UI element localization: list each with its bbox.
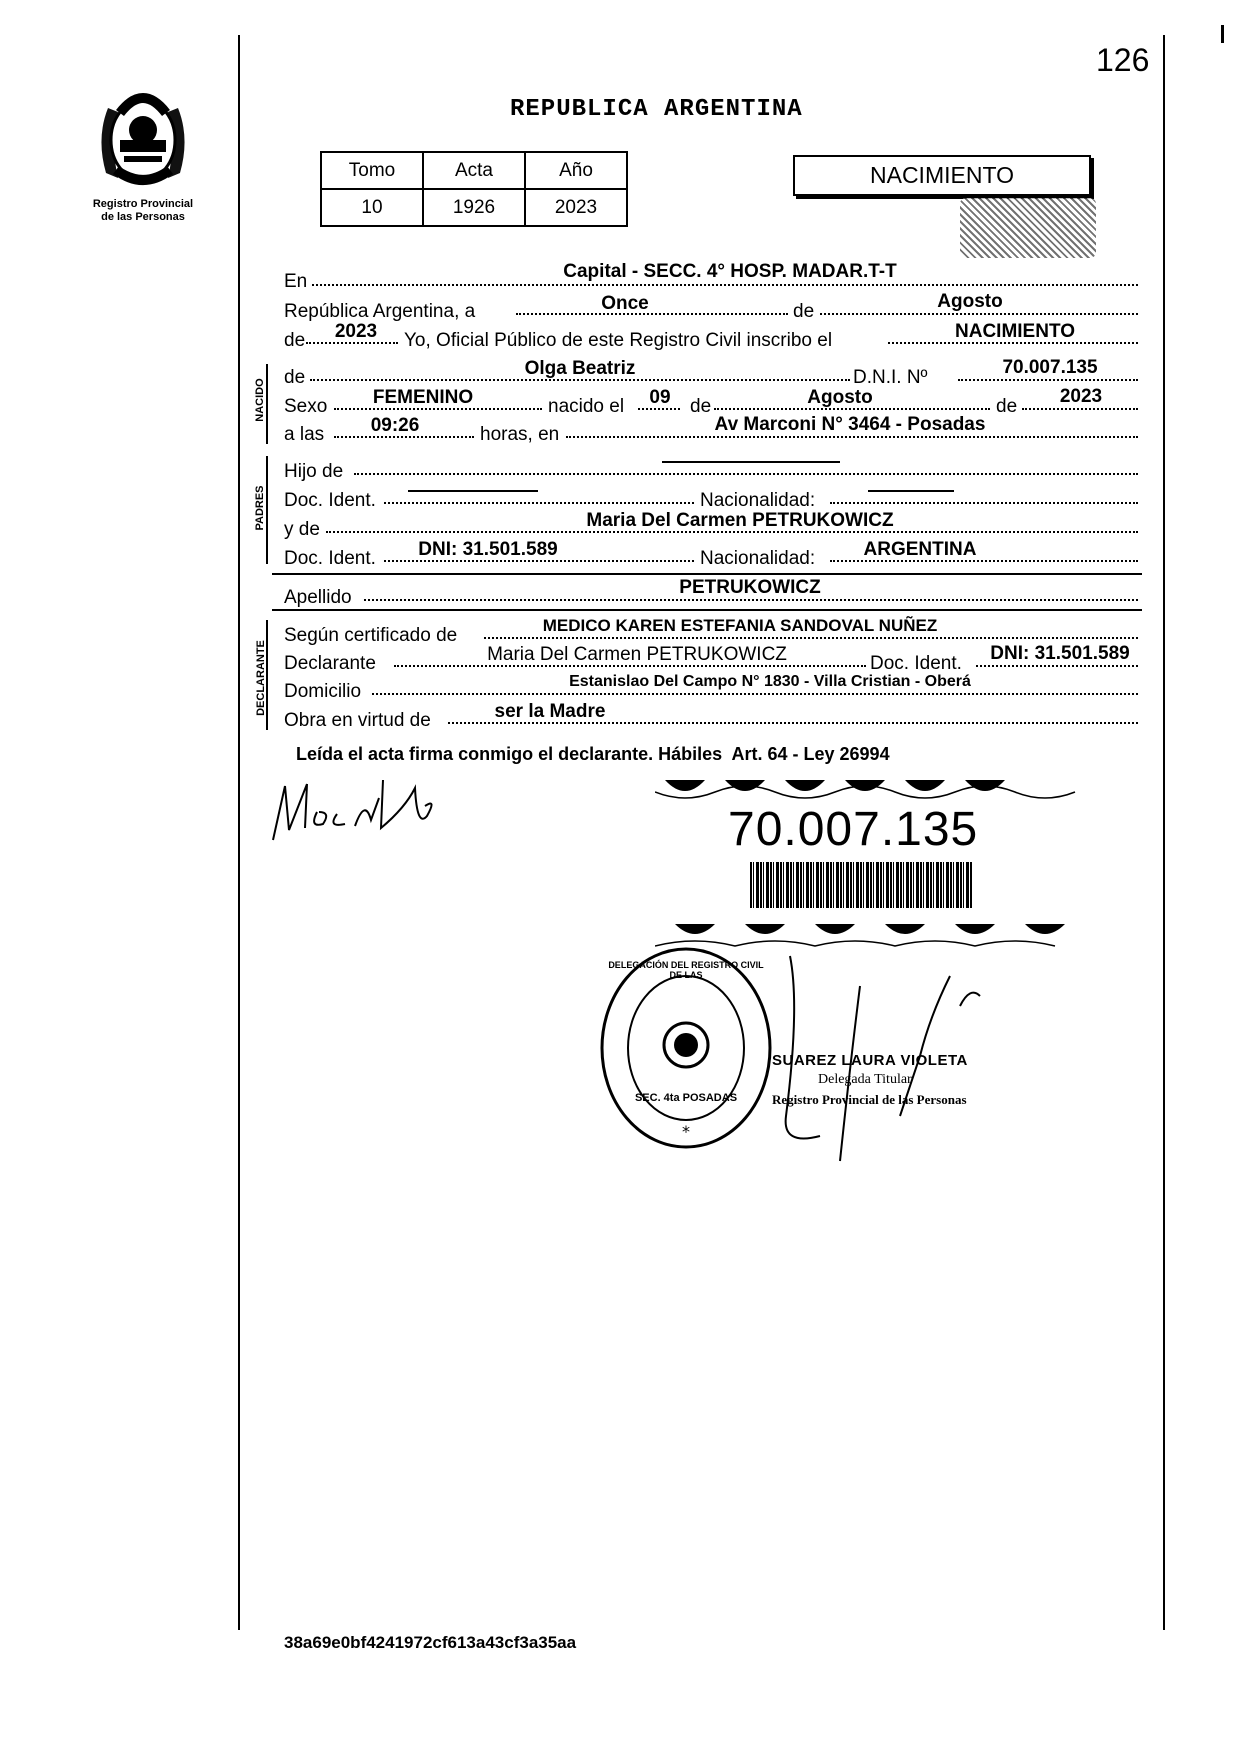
dots-dni: [958, 379, 1138, 381]
declarant-signature: [265, 768, 465, 848]
table-header-tomo: Tomo: [321, 152, 423, 189]
dots-nac-madre: [830, 560, 1138, 562]
table-header-acta: Acta: [423, 152, 525, 189]
value-lugar-nac: Av Marconi N° 3464 - Posadas: [714, 414, 986, 435]
dots-acto: [888, 342, 1138, 344]
corner-mark: [1221, 25, 1224, 43]
value-anio: 2023: [334, 321, 378, 342]
dots-doc-padre: [384, 502, 694, 504]
label-sexo: Sexo: [284, 396, 328, 417]
label-a-las: a las: [284, 424, 325, 445]
label-de-mes-nac: de: [690, 396, 712, 417]
dots-lugar-nac: [566, 436, 1138, 438]
table-value-acta: 1926: [423, 189, 525, 226]
label-declarante: Declarante: [284, 653, 376, 674]
dots-declarante: [394, 665, 866, 667]
label-horas-en: horas, en: [480, 424, 560, 445]
dots-obra: [448, 722, 1138, 724]
value-mes-nac: Agosto: [807, 387, 873, 408]
label-doc-ident-declarante: Doc. Ident.: [870, 653, 962, 674]
dots-hora: [334, 436, 474, 438]
left-margin-line: [238, 35, 240, 1630]
value-obra: ser la Madre: [494, 701, 606, 722]
dots-mes-nac: [714, 408, 990, 410]
label-de-anio-nac: de: [996, 396, 1018, 417]
section-nacido: NACIDO: [254, 378, 266, 422]
label-nacionalidad-madre: Nacionalidad:: [700, 548, 816, 569]
padres-bracket: [266, 456, 268, 564]
register-table-values: [321, 189, 627, 226]
security-band-top: [655, 772, 1095, 806]
closing-statement: Leída el acta firma conmigo el declarante. Hábiles Art. 64 - Ley 26994: [296, 744, 890, 764]
right-margin-line: [1163, 35, 1165, 1630]
dots-nombre: [310, 379, 850, 381]
separator-2: [272, 609, 1142, 611]
dots-apellido: [364, 599, 1138, 601]
dots-sexo: [334, 408, 542, 410]
label-de-anio: de: [284, 330, 306, 351]
value-declarante-doc: DNI: 31.501.589: [990, 643, 1130, 664]
official-role: Delegada Titular: [818, 1072, 912, 1087]
label-segun: Según certificado de: [284, 625, 458, 646]
value-certificado: MEDICO KAREN ESTEFANIA SANDOVAL NUÑEZ: [542, 616, 938, 635]
dots-dia-nac: [638, 408, 680, 410]
dots-certificado: [484, 637, 1138, 639]
value-apellido: PETRUKOWICZ: [679, 577, 821, 598]
label-en: En: [284, 271, 308, 292]
table-header-anio: Año: [525, 152, 627, 189]
barcode: [750, 862, 972, 908]
dots-anio: [306, 342, 398, 344]
label-y-de: y de: [284, 519, 320, 540]
dots-anio-nac: [1022, 408, 1138, 410]
value-sexo: FEMENINO: [372, 387, 474, 408]
label-hijo-de: Hijo de: [284, 461, 344, 482]
value-declarante: Maria Del Carmen PETRUKOWICZ: [487, 644, 787, 665]
value-anio-nac: 2023: [1059, 386, 1103, 407]
act-type-box: [793, 155, 1091, 196]
document-title: REPUBLICA ARGENTINA: [510, 96, 803, 123]
value-dia-nac: 09: [649, 387, 671, 408]
logo-caption-line1: Registro Provincial: [92, 198, 194, 210]
section-padres: PADRES: [254, 485, 266, 531]
dots-doc-madre: [384, 560, 694, 562]
label-nacionalidad-padre: Nacionalidad:: [700, 490, 816, 511]
value-hora: 09:26: [370, 415, 420, 436]
dots-nac-padre: [830, 502, 1138, 504]
province-logo: [88, 78, 198, 190]
label-obra: Obra en virtud de: [284, 710, 431, 731]
seal-inner-text: SEC. 4ta POSADAS: [634, 1092, 738, 1104]
padre-blank: [662, 461, 840, 463]
dots-madre: [326, 531, 1138, 533]
value-nombre: Olga Beatriz: [524, 358, 636, 379]
label-de-mes: de: [793, 301, 815, 322]
label-republica: República Argentina, a: [284, 301, 476, 322]
table-value-anio: 2023: [525, 189, 627, 226]
dni-stamp-number: 70.007.135: [728, 803, 979, 856]
page-number: 126: [1096, 42, 1150, 78]
label-doc-ident-madre: Doc. Ident.: [284, 548, 376, 569]
dots-dia: [516, 313, 788, 315]
label-de-nombre: de: [284, 367, 306, 388]
value-dni: 70.007.135: [1002, 357, 1098, 378]
nacido-bracket: [266, 364, 268, 444]
register-table-header: [321, 152, 627, 189]
nac-padre-blank: [868, 490, 954, 492]
label-nacido-el: nacido el: [548, 396, 625, 417]
label-dni: D.N.I. Nº: [853, 367, 928, 388]
svg-text:*: *: [682, 1122, 690, 1141]
act-type-label: NACIMIENTO: [870, 162, 1014, 188]
document-hash: 38a69e0bf4241972cf613a43cf3a35aa: [284, 1633, 577, 1652]
separator-1: [272, 573, 1142, 575]
register-table: [320, 151, 628, 227]
value-lugar: Capital - SECC. 4° HOSP. MADAR.T-T: [563, 261, 897, 282]
label-domicilio: Domicilio: [284, 681, 362, 702]
doc-padre-blank: [408, 490, 538, 492]
section-declarante: DECLARANTE: [255, 640, 267, 716]
dots-doc-declarante: [976, 665, 1138, 667]
official-office: Registro Provincial de las Personas: [772, 1092, 967, 1107]
security-hologram: [960, 198, 1096, 258]
dots-padre: [354, 473, 1138, 475]
value-madre-doc: DNI: 31.501.589: [418, 539, 558, 560]
value-madre: Maria Del Carmen PETRUKOWICZ: [586, 510, 894, 531]
label-apellido: Apellido: [284, 587, 352, 608]
table-value-tomo: 10: [321, 189, 423, 226]
logo-caption-line2: de las Personas: [101, 211, 185, 223]
value-mes: Agosto: [937, 291, 1003, 312]
label-yo-oficial: Yo, Oficial Público de este Registro Civil inscribo el: [404, 330, 833, 351]
seal-ring-text: DELEGACIÓN DEL REGISTRO CIVIL DE LAS: [608, 960, 764, 980]
value-acto: NACIMIENTO: [955, 321, 1075, 342]
dots-en: [312, 284, 1138, 286]
value-madre-nac: ARGENTINA: [863, 539, 977, 560]
official-name: SUAREZ LAURA VIOLETA: [772, 1052, 968, 1069]
dots-mes: [820, 313, 1138, 315]
dots-domicilio: [372, 693, 1138, 695]
value-domicilio: Estanislao Del Campo N° 1830 - Villa Cristian - Oberá: [569, 673, 971, 690]
label-doc-ident-padre: Doc. Ident.: [284, 490, 376, 511]
value-dia: Once: [601, 293, 649, 314]
